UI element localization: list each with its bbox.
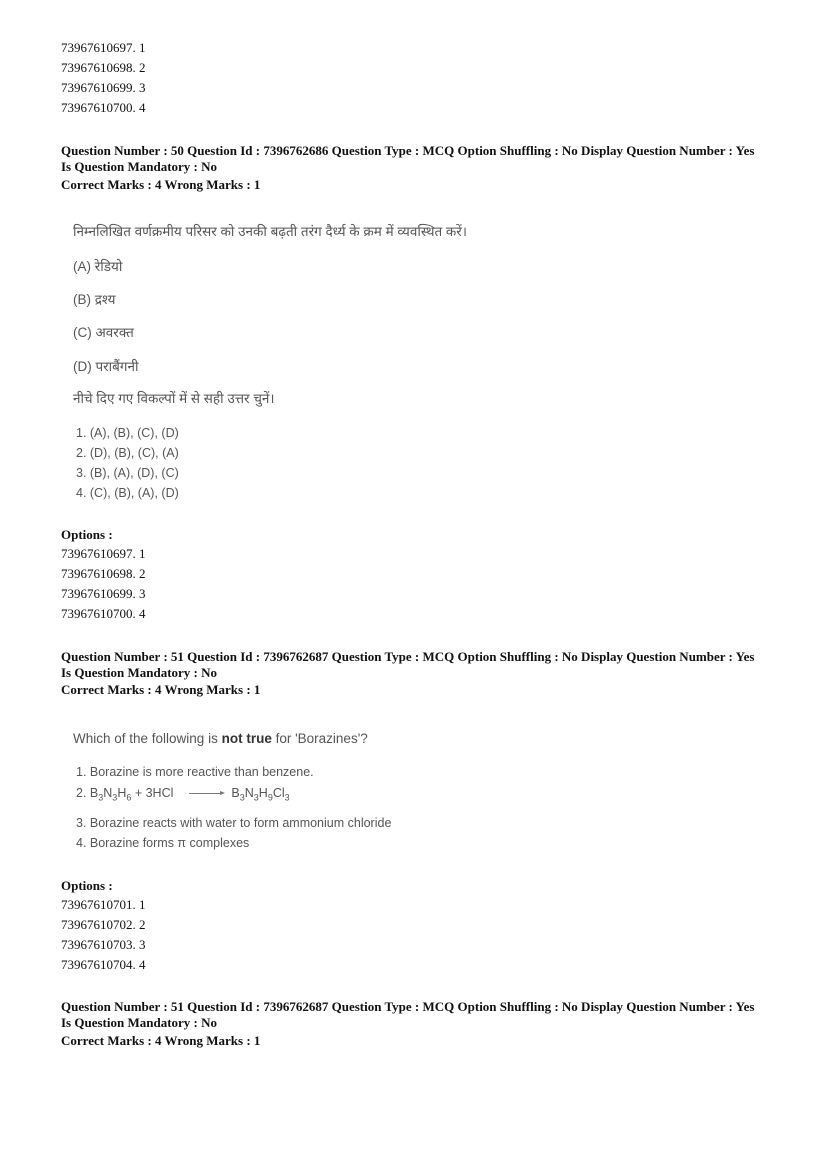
marks-line: Correct Marks : 4 Wrong Marks : 1 [61,1033,261,1048]
question-item: (D) पराबैंगनी [73,359,139,374]
answer-choice: 1. Borazine is more reactive than benzene. [76,765,314,779]
question-header [61,999,801,1031]
option-line: 73967610698. 2 [61,60,146,75]
question-header [61,143,801,175]
marks-line: Correct Marks : 4 Wrong Marks : 1 [61,177,261,192]
answer-choice: 4. (C), (B), (A), (D) [76,486,179,500]
answer-choice: 2. (D), (B), (C), (A) [76,446,179,460]
option-line: 73967610698. 2 [61,566,146,581]
formula-element: B [231,786,240,800]
formula-subscript: 3 [284,792,290,803]
formula-reagent: + 3HCl [131,786,174,800]
option-line: 73967610704. 4 [61,957,146,972]
question-item: (B) द्रश्य [73,292,116,307]
question-meta: Question Number : 51 Question Id : 7396762687 Question Type : MCQ Option Shuffling : No Display Question Number : Yes [61,999,755,1014]
option-line: 73967610699. 3 [61,586,146,601]
answer-choice-equation [76,786,290,803]
options-label: Options : [61,878,113,893]
option-line: 73967610697. 1 [61,546,146,561]
question-item: (A) रेडियो [73,259,123,274]
option-line: 73967610701. 1 [61,897,146,912]
marks-line: Correct Marks : 4 Wrong Marks : 1 [61,682,261,697]
option-line: 73967610700. 4 [61,100,146,115]
formula-subscript: 9 [267,792,273,803]
answer-choice: 3. Borazine reacts with water to form ammonium chloride [76,816,392,830]
formula-element: N [103,786,113,800]
mandatory-line: Is Question Mandatory : No [61,159,218,174]
question-text: निम्नलिखित वर्णक्रमीय परिसर को उनकी बढ़ती तरंग दैर्ध्य के क्रम में व्यवस्थित करें। [73,224,467,239]
option-line: 73967610703. 3 [61,937,146,952]
formula-subscript: 3 [98,792,104,803]
question-meta: Question Number : 51 Question Id : 7396762687 Question Type : MCQ Option Shuffling : No Display Question Number : Yes [61,649,755,664]
question-meta: Question Number : 50 Question Id : 7396762686 Question Type : MCQ Option Shuffling : No Display Question Number : Yes [61,143,755,158]
mandatory-line: Is Question Mandatory : No [61,665,218,680]
question-text-emphasis: not true [221,731,272,746]
question-text [73,731,368,746]
option-line: 73967610697. 1 [61,40,146,55]
question-instruction: नीचे दिए गए विकल्पों में से सही उत्तर चुनें। [73,391,275,406]
answer-choice: 3. (B), (A), (D), (C) [76,466,179,480]
question-text-part: Which of the following is [73,731,222,746]
question-header [61,649,801,681]
reaction-arrow-icon [189,793,223,794]
formula-subscript: 3 [239,792,245,803]
formula-subscript: 3 [253,792,259,803]
mandatory-line: Is Question Mandatory : No [61,1015,218,1030]
answer-choice: 1. (A), (B), (C), (D) [76,426,179,440]
option-line: 73967610699. 3 [61,80,146,95]
formula-element: H [117,786,127,800]
option-line: 73967610702. 2 [61,917,146,932]
formula-element: Cl [272,786,285,800]
formula-element: N [244,786,254,800]
formula-subscript: 3 [112,792,118,803]
options-label: Options : [61,527,113,542]
choice-number: 2. [76,786,90,800]
question-text-part: for 'Borazines'? [271,731,368,746]
question-item: (C) अवरक्त [73,325,134,340]
formula-subscript: 6 [126,792,132,803]
option-line: 73967610700. 4 [61,606,146,621]
formula-element: B [89,786,99,800]
formula-element: H [258,786,268,800]
answer-choice: 4. Borazine forms π complexes [76,836,250,850]
